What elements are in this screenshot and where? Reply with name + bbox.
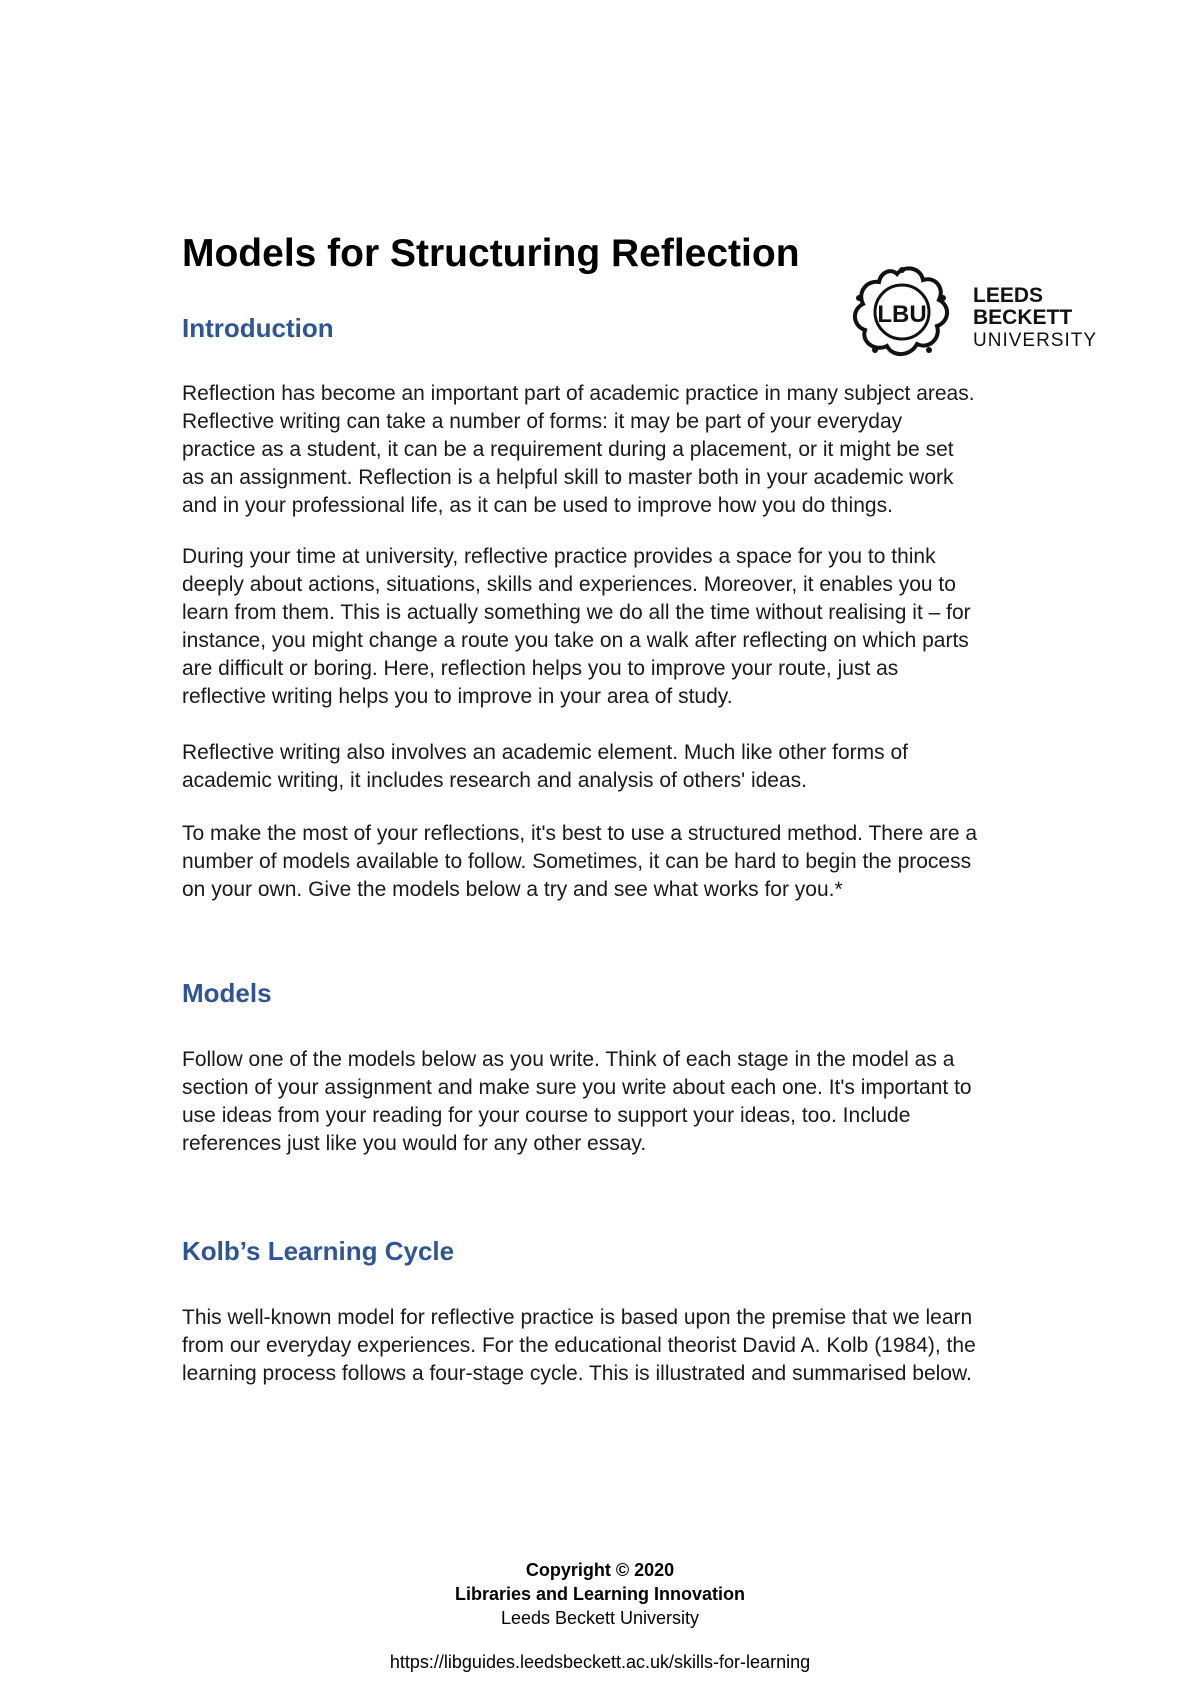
intro-paragraph-1: Reflection has become an important part of academic practice in many subject areas. Reflective writing can take a number of forms: it may be part of your everyday practice as a student, it can be a requirement during a placement, or it might be set as an assignment. Reflection is a helpful skill to master both in your academic work and in your professional life, as it can be used to improve how you do things. — [182, 382, 975, 517]
university-logo — [845, 262, 1100, 366]
footer-copyright: Copyright © 2020 — [525, 1560, 675, 1580]
page-footer — [0, 1558, 1200, 1630]
models-heading: Models — [182, 978, 272, 1008]
footer-link[interactable]: https://libguides.leedsbeckett.ac.uk/skills-for-learning — [389, 1652, 811, 1672]
logo-line-3: UNIVERSITY — [973, 330, 1098, 351]
intro-paragraph-2: During your time at university, reflective practice provides a space for you to think deeply about actions, situations, skills and experiences. Moreover, it enables you to learn from them. This is actually something we do all the time without realising it – for instance, you might change a route you take on a walk after reflecting on which parts are difficult or boring. Here, reflection helps you to improve your route, just as reflective writing helps you to improve in your area of study. — [182, 545, 971, 708]
footer-institution: Leeds Beckett University — [500, 1608, 700, 1628]
intro-paragraph-3: Reflective writing also involves an academic element. Much like other forms of academic writing, it includes research and analysis of others' ideas. — [182, 741, 908, 792]
logo-line-1: LEEDS — [973, 284, 1044, 307]
logo-emblem-text: LBU — [877, 301, 927, 328]
models-paragraph: Follow one of the models below as you write. Think of each stage in the model as a section of your assignment and make sure you write about each one. It's important to use ideas from your reading for your course to support your ideas, too. Include references just like you would for any other essay. — [182, 1048, 972, 1155]
intro-paragraph-4: To make the most of your reflections, it's best to use a structured method. There are a number of models available to follow. Sometimes, it can be hard to begin the process on your own. Give the models below a try and see what works for you.* — [182, 822, 978, 901]
logo-line-2: BECKETT — [973, 306, 1073, 329]
kolb-paragraph: This well-known model for reflective practice is based upon the premise that we learn from our everyday experiences. For the educational theorist David A. Kolb (1984), the learning process follows a four-stage cycle. This is illustrated and summarised below. — [182, 1306, 976, 1385]
page-title: Models for Structuring Reflection — [182, 232, 800, 275]
rose-emblem-icon — [845, 262, 1100, 366]
introduction-heading: Introduction — [182, 313, 334, 343]
kolb-heading: Kolb’s Learning Cycle — [182, 1236, 455, 1266]
footer-department: Libraries and Learning Innovation — [454, 1584, 746, 1604]
